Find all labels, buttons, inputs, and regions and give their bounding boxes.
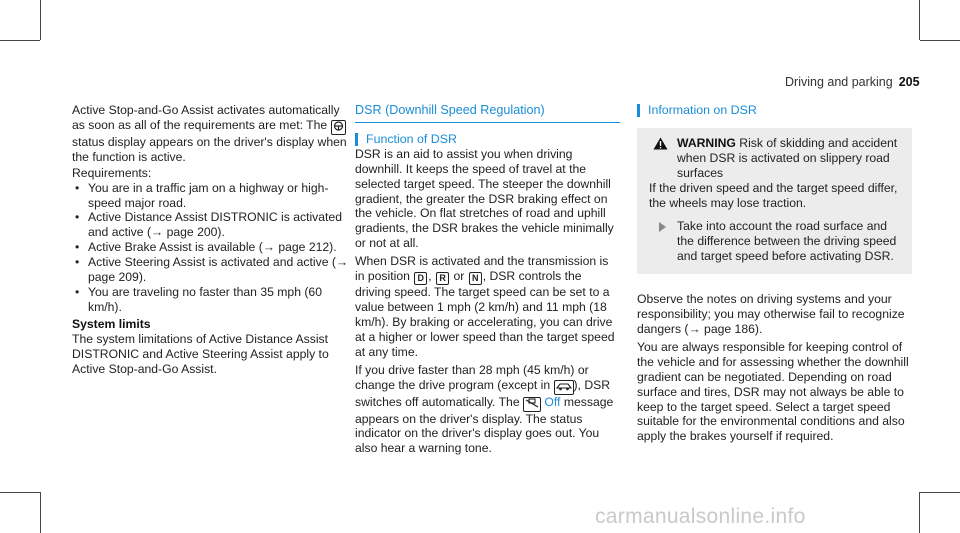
information-title: Information on DSR (637, 103, 912, 118)
function-para-1: DSR is an aid to assist you when driving downhill. It keeps the speed of travel at the selected target speed. The steeper the downhill gradient, the greater the DSR braking effect on the vehicle. On flat stretches of road and uphill gradients, the DSR brakes the vehicle minimally or not at all. (355, 146, 614, 251)
list-item: • Active Steering Assist is activated and active (→ page 209). (72, 255, 350, 285)
warning-step: Take into account the road surface and the difference between the driving speed and target speed before activating DSR. (677, 219, 897, 264)
crop-mark (920, 492, 960, 493)
warning-title: Risk of skidding and accident when DSR is activated on slippery road surfaces (677, 135, 898, 180)
function-title: Function of DSR (355, 132, 620, 147)
steering-wheel-icon (331, 120, 346, 135)
dsr-section-title: DSR (Downhill Speed Regulation) (355, 103, 620, 123)
crop-mark (919, 0, 920, 40)
function-para-2: When DSR is activated and the transmission is in position D , R or N , DSR controls the driving speed. The target speed can be set to a value between 1 mph (2 km/h) and 11 mph (18 km/h). By braking or accelerating, you can drive at a higher or lower speed than the target speed at any time. (355, 254, 615, 359)
list-item: • Active Brake Assist is available (→ page 212). (72, 240, 350, 255)
gear-n-key: N (469, 272, 482, 285)
crop-mark (0, 492, 40, 493)
offroad-program-icon (554, 380, 574, 395)
intro-text: Active Stop-and-Go Assist activates automatically as soon as all of the requirements are met: The status display appears on the driver's display when the function is active. (72, 103, 347, 164)
requirements-label: Requirements: (72, 165, 152, 180)
page-number: 205 (898, 75, 920, 89)
list-item: • You are in a traffic jam on a highway or high-speed major road. (72, 181, 350, 211)
system-limits-text: The system limitations of Active Distance Assist DISTRONIC and Active Steering Assist apply to Active Stop-and-Go Assist. (72, 331, 329, 376)
header-section: Driving and parking (785, 75, 893, 89)
info-para-1: Observe the notes on driving systems and your responsibility; you may otherwise fail to recognize dangers (→ page 186). (637, 292, 905, 336)
crop-mark (920, 40, 960, 41)
watermark: carmanualsonline.info (595, 505, 806, 528)
system-limits-title: System limits (72, 316, 151, 331)
middle-column (355, 103, 620, 456)
crop-mark (40, 492, 41, 533)
gear-d-key: D (414, 272, 427, 285)
warning-label: WARNING (677, 135, 736, 150)
page-header (785, 75, 920, 89)
function-para-3: If you drive faster than 28 mph (45 km/h) or change the drive program (except in ), DSR switches off automatically. The Off message appears on the driver's display. The status indicator on the driver's display goes out. You also hear a warning tone. (355, 362, 614, 456)
warning-body: If the driven speed and the target speed differ, the wheels may lose traction. (649, 180, 898, 210)
gear-r-key: R (436, 272, 449, 285)
right-column (637, 103, 912, 444)
off-label: Off (544, 394, 561, 409)
left-column (72, 103, 350, 376)
downhill-regulation-icon (523, 397, 541, 412)
crop-mark (919, 492, 920, 533)
warning-box (637, 128, 912, 274)
info-para-2: You are always responsible for keeping control of the vehicle and for assessing whether the downhill gradient can be negotiated. Depending on road surface and tires, DSR may not always be able to keep to the target speed. Select a target speed suitable for the environmental conditions and also apply the brakes yourself if required. (637, 339, 909, 444)
warning-icon (653, 137, 668, 154)
step-arrow-icon (659, 222, 666, 232)
crop-mark (0, 40, 40, 41)
list-item: • Active Distance Assist DISTRONIC is activated and active (→ page 200). (72, 210, 350, 240)
list-item: • You are traveling no faster than 35 mph (60 km/h). (72, 285, 350, 315)
crop-mark (40, 0, 41, 40)
